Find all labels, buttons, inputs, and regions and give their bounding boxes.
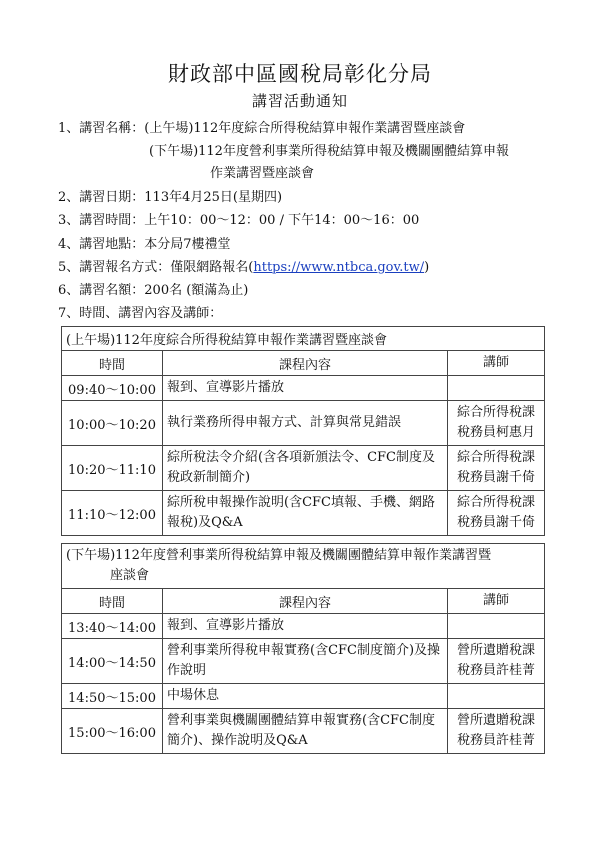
register-suffix: )	[424, 260, 430, 275]
info-date: 2、講習日期：113年4月25日(星期四)	[58, 190, 283, 205]
table-row	[62, 639, 545, 684]
am-col-content: 課程內容	[163, 351, 448, 376]
table-row	[62, 709, 545, 754]
lecturer-dept: 營所遺贈稅課	[456, 643, 535, 658]
register-prefix: 5、講習報名方式：僅限網路報名(	[58, 260, 254, 275]
lecturer-dept: 綜合所得稅課	[456, 405, 535, 420]
row-time: 11:10～12:00	[62, 491, 163, 536]
row-content: 綜所稅法令介紹(含各項新頒法令、CFC制度及稅政新制簡介)	[163, 446, 448, 491]
row-content: 執行業務所得申報方式、計算與常見錯誤	[163, 401, 448, 446]
page-subtitle: 講習活動通知	[251, 92, 348, 110]
lecturer-dept: 綜合所得稅課	[456, 495, 535, 510]
row-time: 14:00～14:50	[62, 639, 163, 684]
table-row	[62, 376, 545, 401]
row-lecturer	[448, 491, 545, 536]
info-name-am	[58, 117, 465, 136]
lecturer-dept: 綜合所得稅課	[456, 450, 535, 465]
table-row	[62, 446, 545, 491]
row-time: 10:20～11:10	[62, 446, 163, 491]
row-lecturer	[448, 639, 545, 684]
am-col-lecturer: 講師	[448, 351, 545, 376]
pm-caption-line-1: (下午場)112年度營利事業所得稅結算申報及機關團體結算申報作業講習暨	[66, 548, 491, 563]
pm-table-caption	[62, 544, 545, 589]
info-name-pm-1: (下午場)112年度營利事業所得稅結算申報及機關團體結算申報	[149, 144, 509, 159]
row-content: 報到、宣導影片播放	[163, 614, 448, 639]
register-link[interactable]: https://www.ntbca.gov.tw/	[253, 260, 425, 275]
am-table-caption: (上午場)112年度綜合所得稅結算申報作業講習暨座談會	[62, 327, 545, 351]
row-lecturer	[448, 709, 545, 754]
info-place: 4、講習地點：本分局7樓禮堂	[58, 237, 231, 252]
table-row	[62, 614, 545, 639]
row-time: 10:00～10:20	[62, 401, 163, 446]
row-time: 09:40～10:00	[62, 376, 163, 401]
row-lecturer	[448, 614, 545, 639]
table-row	[62, 491, 545, 536]
lecturer-dept: 營所遺贈稅課	[456, 713, 535, 728]
pm-col-lecturer: 講師	[448, 589, 545, 614]
row-content: 綜所稅申報操作說明(含CFC填報、手機、網路報稅)及Q&A	[163, 491, 448, 536]
info-name-label: 1、講習名稱：	[58, 121, 145, 136]
row-time: 14:50～15:00	[62, 684, 163, 709]
lecturer-person: 稅務員柯惠月	[456, 425, 535, 440]
row-content: 營利事業與機關團體結算申報實務(含CFC制度簡介)、操作說明及Q&A	[163, 709, 448, 754]
page-title: 財政部中區國稅局彰化分局	[168, 62, 432, 86]
info-name-am-text: (上午場)112年度綜合所得稅結算申報作業講習暨座談會	[144, 121, 466, 136]
info-quota: 6、講習名額：200名 (額滿為止)	[58, 283, 249, 298]
row-lecturer	[448, 446, 545, 491]
info-time: 3、講習時間：上午10：00～12：00 / 下午14：00～16：00	[58, 213, 420, 228]
table-row	[62, 684, 545, 709]
row-content: 報到、宣導影片播放	[163, 376, 448, 401]
info-register	[58, 256, 429, 275]
row-time: 13:40～14:00	[62, 614, 163, 639]
row-content: 營利事業所得稅申報實務(含CFC制度簡介)及操作說明	[163, 639, 448, 684]
row-content: 中場休息	[163, 684, 448, 709]
am-col-time: 時間	[62, 351, 163, 376]
table-row	[62, 401, 545, 446]
lecturer-person: 稅務員許桂菁	[456, 733, 535, 748]
pm-caption-line-2: 座談會	[110, 568, 150, 583]
pm-col-content: 課程內容	[163, 589, 448, 614]
info-schedule-label: 7、時間、講習內容及講師：	[58, 306, 223, 321]
row-lecturer	[448, 376, 545, 401]
row-time: 15:00～16:00	[62, 709, 163, 754]
am-schedule-table	[61, 326, 545, 536]
pm-schedule-table	[61, 543, 545, 754]
row-lecturer	[448, 684, 545, 709]
lecturer-person: 稅務員謝千倚	[456, 515, 535, 530]
row-lecturer	[448, 401, 545, 446]
lecturer-person: 稅務員謝千倚	[456, 470, 535, 485]
pm-col-time: 時間	[62, 589, 163, 614]
info-name-pm-2: 作業講習暨座談會	[210, 166, 315, 181]
lecturer-person: 稅務員許桂菁	[456, 663, 535, 678]
